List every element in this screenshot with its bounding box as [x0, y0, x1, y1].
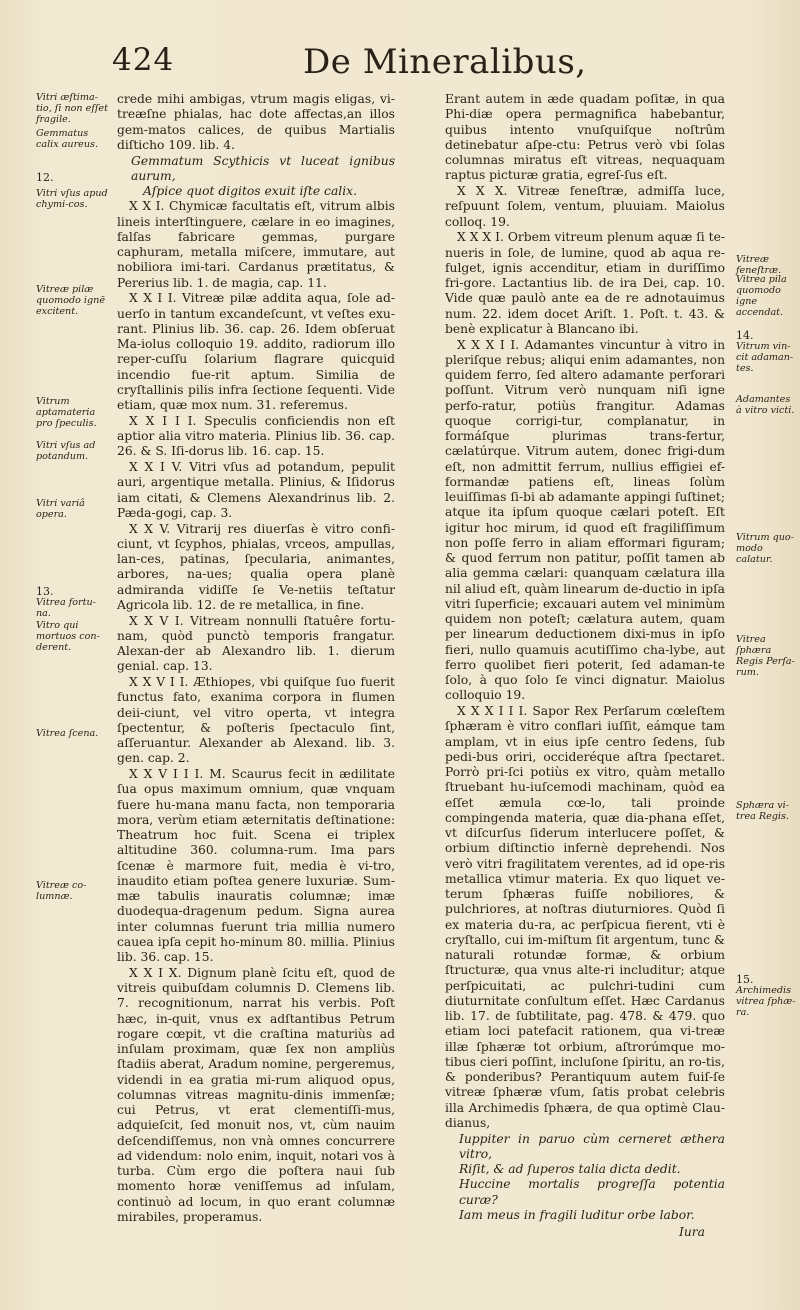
margin-note	[36, 396, 110, 429]
paragraph: crede mihi ambigas, vtrum magis eligas, vi-treæſne phialas, hac dote affectas,an illos gem-matos calices, de quibus Martialis diſticho 109. lib. 4.	[117, 92, 395, 152]
margin-note	[36, 172, 110, 183]
margin-note-text: Vitro qui mortuos con-derent.	[36, 620, 100, 653]
verse-line: Iuppiter in paruo cùm cerneret æthera vitro,	[459, 1131, 725, 1161]
right-text-column	[445, 92, 725, 1241]
margin-note-text: Vitri variâ opera.	[36, 498, 85, 520]
paragraph: X X X I. Orbem vitreum plenum aquæ ſi te-nueris in ſole, de lumine, quod ab aqua re-fulget, ignis accenditur, etiam in duriſſimo fri-gore. Lactantius lib. de ira Dei, cap. 10. Vide quæ paulò ante ea de re adnotauimus num. 22. idem docet Ariſt. 1. Poſt. t. 43. & benè explicatur à Blancano ibi.	[445, 230, 725, 336]
margin-note	[736, 394, 798, 416]
margin-note-text: Vitrum vin-cit adaman-tes.	[736, 341, 794, 374]
section-number: 15.	[736, 973, 754, 986]
margin-note	[36, 284, 110, 317]
margin-note-text: Sphæra vi-trea Regis.	[736, 800, 789, 822]
margin-note-text: Vitreæ feneſtræ.	[736, 254, 782, 276]
paragraph: X X X I I I. Sapor Rex Perſarum cœleſtem ſphæram è vitro conflari iuſſit, eámque tam amplam, vt in eius ipſe centro ſedens, ſub pedi-bus oriri, occideréque aſtra ſpectaret. Porrò pri-ſci potiùs ex vitro, quàm metallo ſtruebant hu-iuſcemodi machinam, quòd ea eſſet æmula cœ-lo, tali proinde compingenda materia, quæ dia-phana eſſet, vt diſcurſus ſiderum interlucere poſſet, & orbium diſtinctio infernè deprehendi. Nos verò vitri fragilitatem verentes, ad id ope-ris metallica vtimur materia. Ex quo liquet ve-terum ſphæras fuiſſe nobiliores, & pulchriores, at noſtras diuturniores. Quòd ſi ex materia du-ra, ac perſpicua fierent, vti è cryſtallo, cui im-miſtum ſit argentum, tunc & naturali rotundæ formæ, & orbium ſtructuræ, qua vnus alte-ri includitur; atque perſpicuitati, ac pulchri-tudini cum diuturnitate conſultum eſſet. Hæc Cardanus lib. 17. de ſubtilitate, pag. 478. & 479. quo etiam loci patefacit rationem, qua vi-treæ illæ ſphæræ tot orbium, aſtrorúmque mo-tibus cieri poſſint, incluſone ſpiritu, an ro-tis, & ponderibus? Perantiquum autem fuiſ-ſe vitreæ ſphæræ vſum, ſatis probat celebris illa Archimedis ſphæra, de qua optimè Clau-dianus,	[445, 704, 725, 1130]
margin-note	[736, 254, 798, 276]
margin-note	[36, 92, 110, 125]
verse-line: Huccine mortalis progreſſa potentia curæ?	[459, 1177, 725, 1207]
margin-note	[736, 532, 798, 565]
running-title: De Mineralibus,	[303, 42, 587, 82]
margin-note-text: Vitrum quo-modo calatur.	[736, 532, 794, 565]
margin-note-text: Vitreæ pilæ quomodo ignē excitent.	[36, 284, 106, 317]
margin-note	[736, 974, 798, 1018]
margin-note-text: Vitrum aptamateria pro ſpeculis.	[36, 396, 97, 429]
paragraph: X X V. Vitrarij res diuerſas è vitro confi-ciunt, vt ſcyphos, phialas, vrceos, ampullas, lan-ces, patinas, ſpecularia, animantes, arbores, na-ues; qualia opera planè admiranda vidiſſe ſe Ve-netiis teſtatur Agricola lib. 12. de re metallica, in fine.	[117, 521, 395, 612]
margin-note	[736, 330, 798, 374]
margin-note	[36, 728, 110, 739]
page-number: 424	[112, 42, 175, 78]
paragraph: Erant autem in æde quadam poſitæ, in qua Phi-diæ opera permagnifica habebantur, quibus intento vnuſquiſque noſtrûm detinebatur aſpe-ctu: Petrus verò vbi ſolas columnas miratus eſt vitreas, nequaquam raptus picturæ gratia, egreſ-ſus eſt.	[445, 92, 725, 183]
paragraph: X X X. Vitreæ feneſtræ, admiſſa luce, reſpuunt ſolem, ventum, pluuiam. Maiolus colloq. 19.	[445, 184, 725, 229]
margin-note-text: Vitrea fortu-na.	[36, 597, 96, 619]
margin-note-text: Vitrea ſphæra Regis Perſa-rum.	[736, 634, 795, 678]
margin-note	[36, 586, 110, 619]
margin-note	[36, 440, 110, 462]
margin-note	[36, 128, 110, 150]
paragraph: X X V I. Vitream nonnulli ſtatuêre fortu-nam, quòd punctò temporis frangatur. Alexan-der ab Alexandro lib. 1. dierum genial. cap. 13.	[117, 613, 395, 674]
margin-note-text: Vitri vſus ad potandum.	[36, 440, 96, 462]
verse-line: Iam meus in fragili luditur orbe labor.	[459, 1207, 695, 1222]
margin-note	[736, 634, 798, 678]
margin-note	[736, 800, 798, 822]
margin-note-text: Archimedis vitrea ſphæ-ra.	[736, 985, 796, 1018]
paragraph: X X I. Chymicæ facultatis eſt, vitrum albis lineis interſtinguere, cælare in eo imagines, falſas fabricare gemmas, purgare caphuram, metalla miſcere, immutare, aut nobiliora imi-tari. Cardanus prætitatus, & Pererius lib. 1. de magia, cap. 11.	[117, 199, 395, 290]
margin-note-text: Vitrea ſcena.	[36, 728, 99, 739]
section-number: 13.	[36, 585, 54, 598]
paragraph: X X I I. Vitreæ pilæ addita aqua, ſole ad-uerſo in tantum excandeſcunt, vt veſtes exu-rant. Plinius lib. 36. cap. 26. Idem obſeruat Ma-iolus colloquio 19. addito, radiorum illo reper-cuſſu ſolarium flagrare quicquid incendio fue-rit aptum. Similia de cryſtallinis pilis infra ſectione ſequenti. Vide etiam, quæ mox num. 31. referemus.	[117, 291, 395, 412]
margin-note	[36, 620, 110, 653]
margin-note	[36, 498, 110, 520]
margin-note-text: Vitri vſus apud chymi-cos.	[36, 188, 108, 210]
section-number: 14.	[736, 329, 754, 342]
paragraph: X X I V. Vitri vſus ad potandum, pepulit auri, argentique metalla. Plinius, & Iſidorus iam citati, & Clemens Alexandrinus lib. 2. Pæda-gogi, cap. 3.	[117, 460, 395, 520]
margin-note	[36, 188, 110, 210]
paragraph: X X V I I. Æthiopes, vbi quiſque ſuo fuerit functus fato, exanima corpora in flumen deii-ciunt, vel vitro operta, vt integra ſpectentur, & poſteris ſpectaculo ſint, aſſeruantur. Alexander ab Alexand. lib. 3. gen. cap. 2.	[117, 675, 395, 766]
left-text-column	[117, 92, 395, 1226]
verse-line: Gemmatum Scythicis vt luceat ignibus aurum,	[131, 153, 395, 183]
margin-note	[36, 880, 110, 902]
margin-note-text: Gemmatus calix aureus.	[36, 128, 99, 150]
margin-note-text: Adamantes à vitro victi.	[736, 394, 795, 416]
page-header	[112, 42, 672, 90]
margin-note-text: Vitri æſtima-tio, ſi non eſſet fragile.	[36, 92, 108, 125]
verse-line: Aſpice quot digitos exuit iſte calix.	[143, 184, 357, 198]
margin-note-text: Vitrea pila quomodo igne accendat.	[736, 274, 787, 318]
margin-note-text: Vitreæ co-lumnæ.	[36, 880, 87, 902]
section-number: 12.	[36, 171, 54, 184]
paragraph: X X X I I. Adamantes vincuntur à vitro in pleriſque rebus; aliqui enim adamantes, non quidem ferro, ſed altero adamante perforari poſſunt. Vitrum verò nunquam niſi igne perfo-ratur, potiùs frangitur. Adamas quoque corrigi-tur, complanatur, in formáſque plurimas trans-fertur, cælatúrque. Vitrum autem, donec frigi-dum eſt, non admittit ferrum, nullius effigiei ef-formandæ patiens eſt, lineas ſolùm leuiſſimas ſi-bi ab adamante appingi ſuſtinet; atque ita ipſum quoque cælari poteſt. Eſt igitur hoc mirum, id quod eſt fragiliſſimum non poſſe ferro in aliam efformari figuram; & quod ferrum non patitur, poſſit tamen ab alia gemma cælari: quanquam cælatura illa nil aliud eſt, quàm linearum de-ductio in ipſa vitri ſuperficie; excauari autem vel minimùm quidem non poteſt; cælatura autem, quam per linearum deductionem dixi-mus in ipſo fieri, nullo quamuis acutiſſimo cha-lybe, aut ferro quolibet fieri poterit, ſed adaman-te ſolo, à quo ſolo ſe vinci dignatur. Maiolus colloquio 19.	[445, 337, 725, 703]
verse-line: Riſit, & ad ſuperos talia dicta dedit.	[459, 1162, 681, 1176]
paragraph: X X I X. Dignum planè ſcitu eſt, quod de vitreis quibuſdam columnis D. Clemens lib. 7. recognitionum, narrat his verbis. Poſt hæc, in-quit, vnus ex adſtantibus Petrum rogare cœpit, vt die craſtina maturiùs ad inſulam proximam, quæ ſex non ampliùs ſtadiis aberat, Aradum nomine, pergeremus, videndi in ea gratia mi-rum aliquod opus, columnas vitreas magnitu-dinis immenſæ; cui Petrus, vt erat clementiſſi-mus, adquieſcit, ſed monuit nos, vt, cùm nauim deſcendiſſemus, non vnà omnes concurrere ad videndum: nolo enim, inquit, notari vos à turba. Cùm ergo die poſtera naui ſub momento horæ veniſſemus ad inſulam, continuò ad locum, in quo erant columnæ mirabiles, properamus.	[117, 965, 395, 1224]
catchword: Iura	[679, 1225, 705, 1239]
paragraph: X X V I I I. M. Scaurus fecit in ædilitate ſua opus maximum omnium, quæ vnquam fuere hu-mana manu facta, non temporaria mora, verùm etiam æternitatis deſtinatione: Theatrum hoc fuit. Scena ei triplex altitudine 360. columna-rum. Ima pars ſcenæ è marmore fuit, media è vi-tro, inaudito etiam poſtea genere luxuriæ. Sum-mæ tabulis inauratis columnæ; imæ duodequa-dragenum pedum. Signa aurea inter columnas fuerunt tria millia numero cauea ipſa cepit ho-minum 80. millia. Plinius lib. 36. cap. 15.	[117, 767, 395, 964]
paragraph: X X I I I. Speculis conficiendis non eſt aptior alia vitro materia. Plinius lib. 36. cap. 26. & S. Iſi-dorus lib. 16. cap. 15.	[117, 413, 395, 459]
margin-note	[736, 274, 798, 318]
